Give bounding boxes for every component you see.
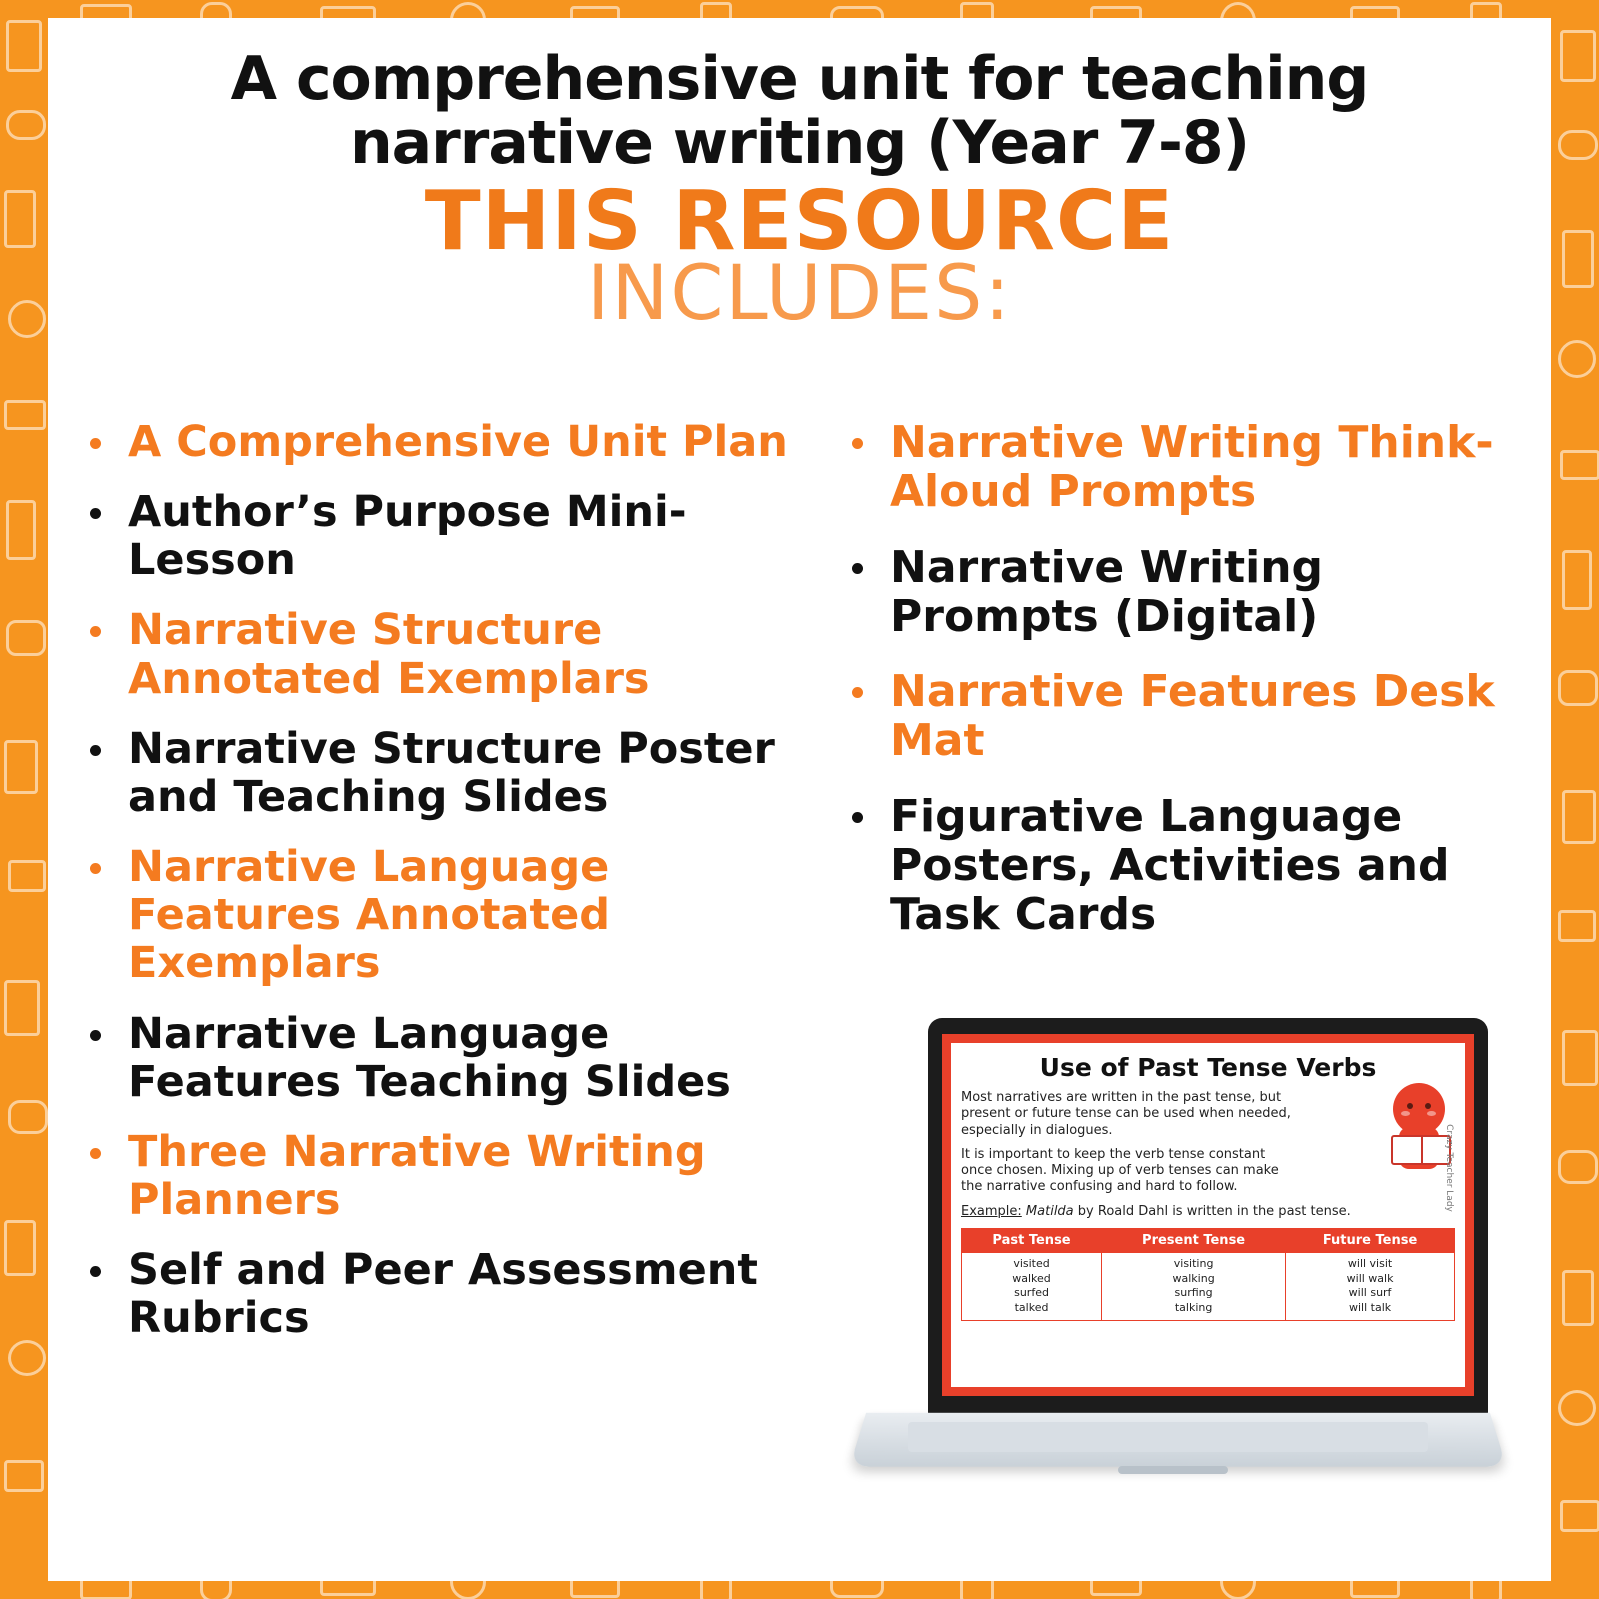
list-item — [76, 418, 818, 466]
list-item-label: A Comprehensive Unit Plan — [128, 417, 788, 467]
list-item — [76, 1128, 818, 1224]
bullet-icon — [852, 812, 863, 823]
includes-list-right — [838, 418, 1528, 939]
laptop-mockup — [848, 1018, 1498, 1518]
page-title: A comprehensive unit for teaching narrative writing (Year 7-8) — [230, 44, 1369, 178]
cell-text: will talk — [1348, 1301, 1392, 1315]
cell-text: surfed — [1014, 1286, 1049, 1300]
laptop-screen — [942, 1034, 1474, 1396]
bullet-icon — [852, 687, 863, 698]
list-item — [76, 1010, 818, 1106]
list-item — [76, 725, 818, 821]
list-item-label: Narrative Language Features Teaching Slides — [128, 1008, 731, 1107]
includes-list-left — [76, 418, 818, 1343]
heading-main-text: THIS RESOURCE — [424, 174, 1175, 270]
table-header-row — [962, 1228, 1455, 1252]
heading-sub-text: INCLUDES: — [587, 248, 1012, 338]
bullet-icon — [90, 438, 101, 449]
cell-text: visiting — [1173, 1256, 1214, 1270]
slide-title: Use of Past Tense Verbs — [1039, 1053, 1377, 1082]
bullet-icon — [90, 626, 101, 637]
example-label: Example: — [961, 1203, 1022, 1219]
mascot-eye-left — [1407, 1103, 1413, 1109]
bullet-icon — [90, 745, 101, 756]
list-item-label: Narrative Language Features Annotated Exemplars — [128, 842, 611, 989]
slide-example — [961, 1204, 1455, 1220]
column-header-past: Past Tense — [962, 1228, 1102, 1252]
table-cell — [1286, 1252, 1455, 1320]
tense-table — [961, 1228, 1455, 1321]
cell-text: walking — [1172, 1271, 1215, 1285]
list-item-label: Narrative Structure Annotated Exemplars — [128, 605, 650, 704]
laptop-trackpad — [1118, 1466, 1228, 1474]
slide-paragraph-2: It is important to keep the verb tense constant once chosen. Mixing up of verb tenses can make the narrative confusing and hard to follow. — [961, 1146, 1279, 1195]
laptop-keyboard — [908, 1422, 1428, 1452]
list-item-label: Narrative Writing Think-Aloud Prompts — [890, 417, 1494, 518]
list-item — [76, 488, 818, 584]
cell-text: will surf — [1348, 1286, 1392, 1300]
list-item-label: Self and Peer Assessment Rubrics — [128, 1245, 758, 1344]
book-icon — [1391, 1135, 1451, 1165]
list-item — [838, 543, 1528, 642]
cell-text: walked — [1012, 1271, 1051, 1285]
list-item-label: Three Narrative Writing Planners — [128, 1126, 706, 1226]
column-header-future: Future Tense — [1286, 1228, 1455, 1252]
cell-text: will walk — [1346, 1271, 1394, 1285]
list-item-label: Author’s Purpose Mini-Lesson — [128, 487, 687, 586]
mascot-eye-right — [1425, 1103, 1431, 1109]
includes-column-left — [48, 418, 828, 1365]
list-item — [76, 843, 818, 987]
bullet-icon — [90, 1030, 101, 1041]
mascot-cheek-right — [1427, 1111, 1436, 1116]
bullet-icon — [852, 438, 863, 449]
mascot-cheek-left — [1401, 1111, 1410, 1116]
book-spine — [1421, 1137, 1423, 1163]
bullet-icon — [90, 1266, 101, 1277]
list-item — [838, 418, 1528, 517]
cell-text: will visit — [1347, 1256, 1393, 1270]
example-book-title: Matilda — [1025, 1203, 1074, 1219]
column-header-present: Present Tense — [1102, 1228, 1286, 1252]
bullet-icon — [90, 508, 101, 519]
list-item-label: Figurative Language Posters, Activities and Task Cards — [890, 790, 1450, 941]
bullet-icon — [90, 1148, 101, 1159]
includes-heading — [48, 174, 1551, 338]
list-item-label: Narrative Features Desk Mat — [890, 666, 1495, 767]
list-item — [76, 606, 818, 702]
list-item-label: Narrative Structure Poster and Teaching Slides — [128, 723, 775, 822]
cell-text: talked — [1014, 1301, 1049, 1315]
table-row — [962, 1252, 1455, 1320]
list-item — [838, 792, 1528, 940]
bullet-icon — [90, 863, 101, 874]
cell-text: talking — [1174, 1301, 1213, 1315]
cell-text: surfing — [1174, 1286, 1213, 1300]
list-item — [76, 1246, 818, 1342]
slide-credit: Crazy Teacher Lady — [1444, 1124, 1455, 1212]
cell-text: visited — [1013, 1256, 1050, 1270]
laptop-body — [928, 1018, 1488, 1418]
slide-paragraph-1: Most narratives are written in the past tense, but present or future tense can be used when needed, especially in dialogues. — [961, 1090, 1291, 1138]
table-cell — [1102, 1252, 1286, 1320]
list-item-label: Narrative Writing Prompts (Digital) — [890, 541, 1324, 642]
example-rest: by Roald Dahl is written in the past tense. — [1073, 1203, 1351, 1219]
content-card — [48, 18, 1551, 1581]
list-item — [838, 667, 1528, 766]
table-cell — [962, 1252, 1102, 1320]
bullet-icon — [852, 563, 863, 574]
